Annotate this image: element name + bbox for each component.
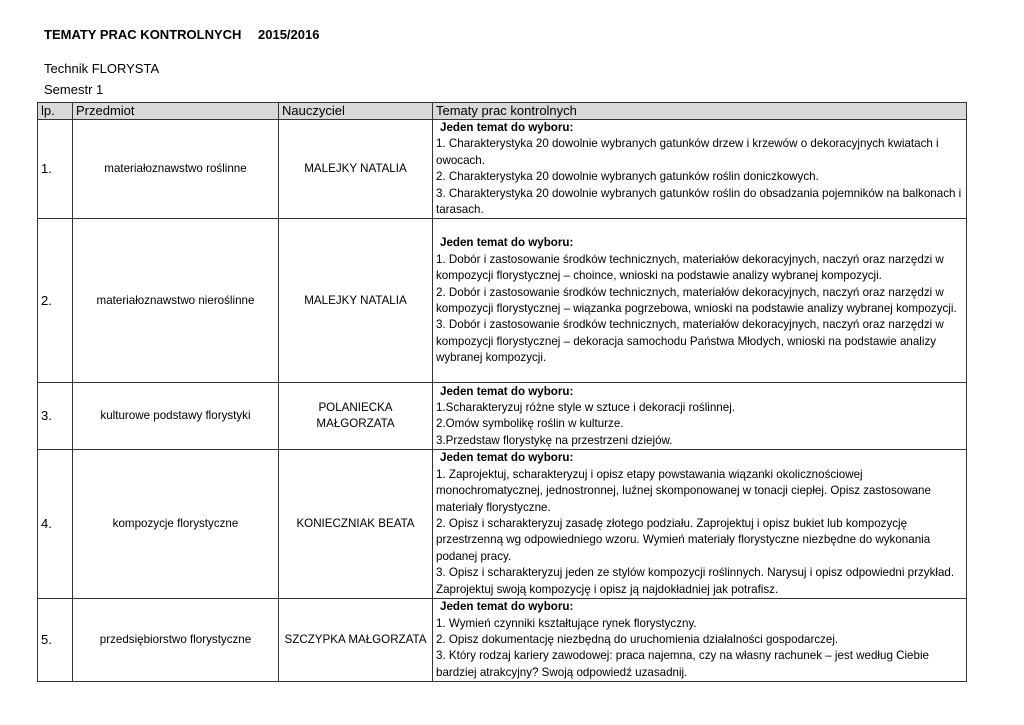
- teacher-name: SZCZYPKA MAŁGORZATA: [279, 599, 433, 682]
- column-header-subject: Przedmiot: [73, 103, 279, 120]
- subject-name: kulturowe podstawy florystyki: [73, 383, 279, 450]
- choose-heading: Jeden temat do wyboru:: [440, 600, 574, 614]
- topics-list: [433, 383, 967, 450]
- choose-heading: Jeden temat do wyboru:: [440, 236, 574, 250]
- table-row: [38, 450, 967, 599]
- topic-item: 2.Omów symbolikę roślin w kulturze.: [436, 417, 624, 431]
- table-header-row: [38, 103, 967, 120]
- topic-item: 3. Który rodzaj kariery zawodowej: praca najemna, czy na własny rachunek – jest według Ciebie bardziej atrakcyjny? Swoją odpowiedź uzasadnij.: [436, 649, 929, 679]
- table-row: [38, 219, 967, 383]
- column-header-topics: Tematy prac kontrolnych: [433, 103, 967, 120]
- row-number: 5.: [38, 599, 73, 682]
- teacher-name: POLANIECKA MAŁGORZATA: [279, 383, 433, 450]
- profession-label: Technik FLORYSTA: [44, 61, 160, 76]
- topic-item: 3.Przedstaw florystykę na przestrzeni dziejów.: [436, 433, 673, 447]
- topic-item: 2. Opisz i scharakteryzuj zasadę złotego podziału. Zaprojektuj i opisz bukiet lub kompozycję przestrzenną wg odpowiedniego wzoru. Wymień materiały florystyczne niezbędne do wykonania podanej pracy.: [436, 517, 931, 563]
- teacher-name: KONIECZNIAK BEATA: [279, 450, 433, 599]
- topic-item: 1. Zaprojektuj, scharakteryzuj i opisz etapy powstawania wiązanki okolicznościowej monochromatycznej, jednostronnej, luźnej skomponowanej w tonacji ciepłej. Opisz zastosowane materiały florystyczne.: [436, 467, 931, 514]
- table-row: [38, 599, 967, 682]
- row-number: 2.: [38, 219, 73, 383]
- topics-list: [433, 450, 967, 599]
- row-number: 1.: [38, 120, 73, 219]
- topic-item: 2. Charakterystyka 20 dowolnie wybranych gatunków roślin doniczkowych.: [436, 170, 819, 184]
- choose-heading: Jeden temat do wyboru:: [440, 451, 574, 465]
- teacher-name: MALEJKY NATALIA: [279, 219, 433, 383]
- teacher-name: MALEJKY NATALIA: [279, 120, 433, 219]
- column-header-lp: lp.: [38, 103, 73, 120]
- topic-item: 1. Charakterystyka 20 dowolnie wybranych gatunków drzew i krzewów o dekoracyjnych kwiatach i owocach.: [436, 137, 939, 167]
- topic-item: 2. Dobór i zastosowanie środków technicznych, materiałów dekoracyjnych, naczyń oraz narzędzi w kompozycji florystycznej – wiązanka pogrzebowa, wnioski na podstawie analizy wybranej kompozycji.: [436, 285, 957, 315]
- choose-heading: Jeden temat do wyboru:: [440, 121, 574, 134]
- subject-name: materiałoznawstwo roślinne: [73, 120, 279, 219]
- school-year: 2015/2016: [258, 27, 320, 42]
- row-number: 4.: [38, 450, 73, 599]
- subject-name: kompozycje florystyczne: [73, 450, 279, 599]
- topic-item: 1. Wymień czynniki kształtujące rynek florystyczny.: [436, 616, 697, 630]
- topics-list: [433, 599, 967, 682]
- subject-name: materiałoznawstwo nieroślinne: [73, 219, 279, 383]
- document-title: [44, 27, 320, 42]
- topic-item: 1. Dobór i zastosowanie środków technicznych, materiałów dekoracyjnych, naczyń oraz narzędzi w kompozycji florystycznej – choince, wnioski na podstawie analizy wybranej kompozycji.: [436, 252, 944, 283]
- table-row: [38, 120, 967, 219]
- topic-item: 3. Dobór i zastosowanie środków technicznych, materiałów dekoracyjnych, naczyń oraz narzędzi w kompozycji florystycznej – dekoracja samochodu Państwa Młodych, wnioski na podstawie analizy wybranej kompozycji.: [436, 318, 944, 365]
- topics-list: [433, 219, 967, 383]
- topic-item: 1.Scharakteryzuj różne style w sztuce i dekoracji roślinnej.: [436, 401, 735, 415]
- semester-label: Semestr 1: [44, 82, 104, 97]
- topic-item: 3. Opisz i scharakteryzuj jeden ze stylów kompozycji roślinnych. Narysuj i opisz odpowiedni przykład. Zaprojektuj swoją kompozycję i opisz ją najdokładniej jak potrafisz.: [436, 566, 955, 596]
- title-text: TEMATY PRAC KONTROLNYCH: [44, 27, 242, 42]
- subject-name: przedsiębiorstwo florystyczne: [73, 599, 279, 682]
- topic-item: 3. Charakterystyka 20 dowolnie wybranych gatunków roślin do obsadzania pojemników na balkonach i tarasach.: [436, 186, 962, 217]
- table-row: [38, 383, 967, 450]
- topic-item: 2. Opisz dokumentację niezbędną do uruchomienia działalności gospodarczej.: [436, 632, 839, 646]
- topics-list: [433, 120, 967, 219]
- column-header-teacher: Nauczyciel: [279, 103, 433, 120]
- choose-heading: Jeden temat do wyboru:: [440, 384, 574, 398]
- topics-table: [37, 102, 967, 682]
- row-number: 3.: [38, 383, 73, 450]
